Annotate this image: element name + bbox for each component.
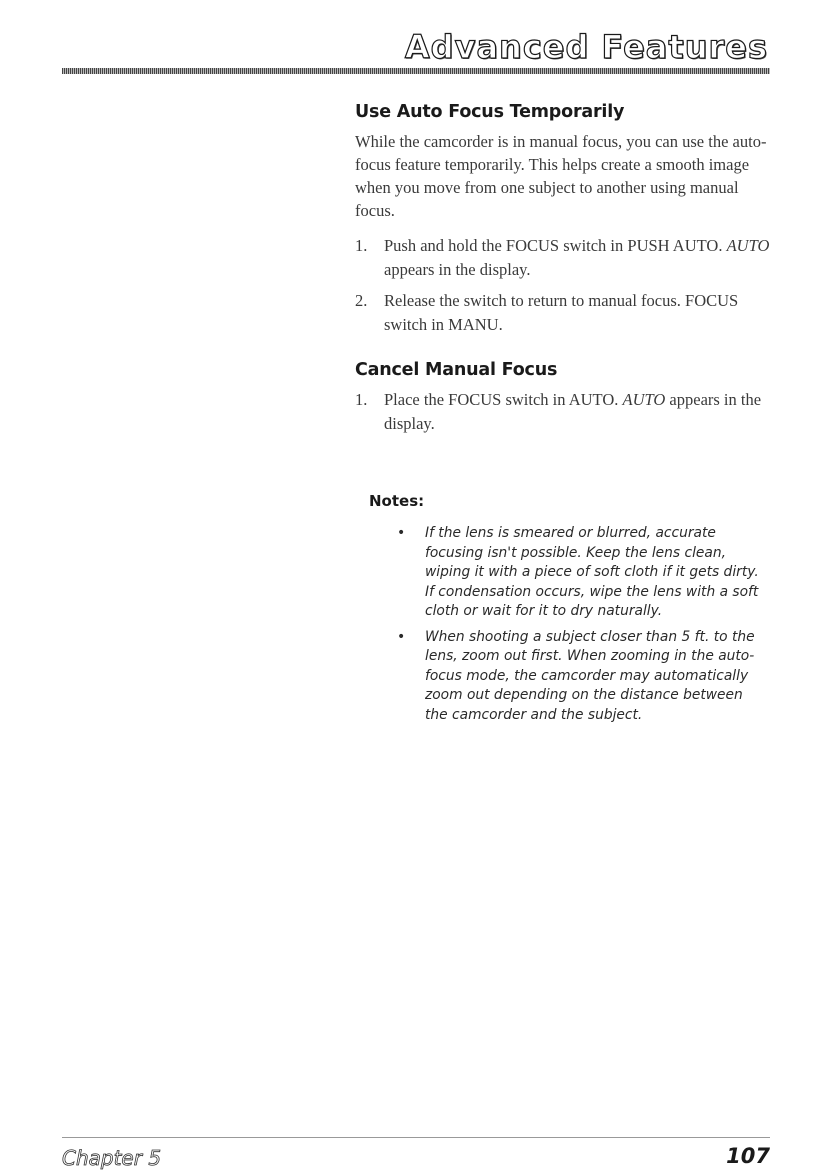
step-text: Place the FOCUS switch in AUTO. [384, 390, 623, 409]
note-text: If the lens is smeared or blurred, accurate focusing isn't possible. Keep the lens clean, wiping it with a piece of soft cloth if it gets dirty. If condensation occurs, wipe the lens with a soft cloth or wait for it to dry naturally. [425, 525, 759, 619]
step-item [355, 388, 775, 435]
section-heading: Cancel Manual Focus [355, 360, 558, 380]
footer-chapter: Chapter 5 [62, 1146, 162, 1170]
header-rule [62, 68, 770, 74]
note-item [355, 628, 760, 726]
notes-label: Notes: [369, 492, 425, 510]
steps-list [355, 388, 775, 435]
step-text: Push and hold the FOCUS switch in PUSH AUTO. [384, 236, 727, 255]
bullet-icon: • [397, 525, 406, 541]
note-item [355, 524, 760, 622]
page-number: 107 [726, 1144, 770, 1168]
section-use-auto-focus [355, 102, 775, 336]
step-number: 1. [355, 390, 368, 409]
step-text: Release the switch to return to manual focus. FOCUS switch in MANU. [384, 291, 739, 334]
step-number: 1. [355, 236, 368, 255]
notes-list [355, 524, 795, 725]
step-number: 2. [355, 291, 368, 310]
step-text-tail: appears in the display. [384, 259, 531, 279]
main-content [355, 102, 775, 443]
page-header-title: Advanced Features [404, 28, 768, 66]
step-display-indicator: AUTO [726, 236, 770, 255]
step-item [355, 289, 775, 336]
footer-rule [62, 1137, 770, 1138]
notes-block [355, 486, 795, 731]
bullet-icon: • [397, 628, 406, 645]
note-text: When shooting a subject closer than 5 ft. to the lens, zoom out first. When zooming in the auto-focus mode, the camcorder may automatically zoom out depending on the distance between the camcorder and the subject. [425, 628, 755, 723]
section-heading: Use Auto Focus Temporarily [355, 102, 625, 122]
intro-paragraph: While the camcorder is in manual focus, you can use the auto-focus feature temporarily. This helps create a smooth image when you move from one subject to another using manual focus. [355, 132, 767, 220]
section-cancel-manual-focus [355, 360, 775, 435]
step-item [355, 234, 775, 281]
steps-list [355, 234, 775, 336]
step-display-indicator: AUTO [622, 390, 666, 409]
step-text-tail: appears in the display. [384, 390, 762, 433]
